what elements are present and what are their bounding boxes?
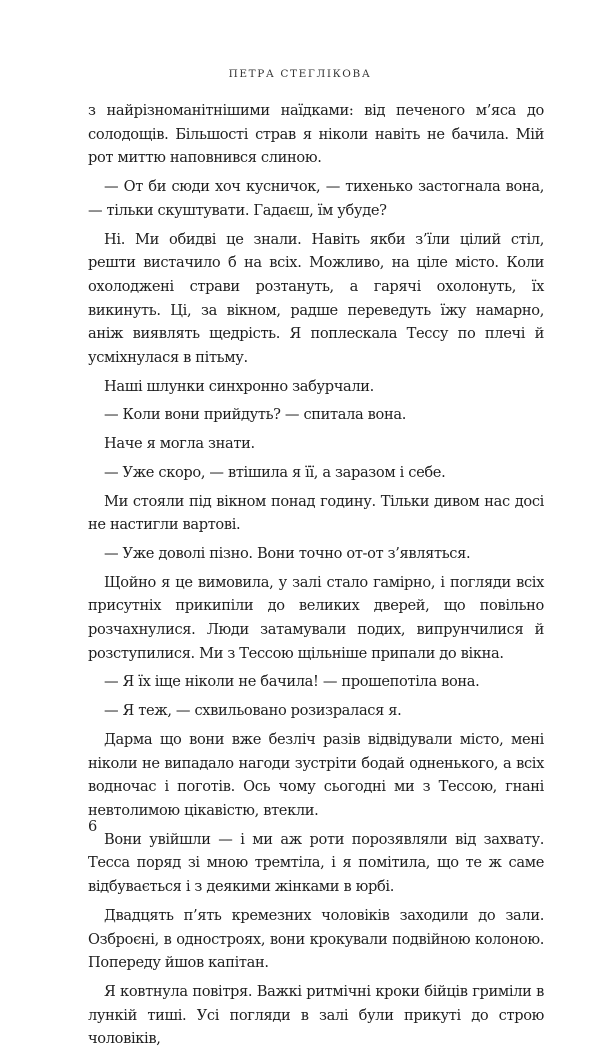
paragraph: з найрізноманітнішими наїдками: від печеного м’яса до солодощів. Більшості страв я ніколи навіть не бачила. Мій рот миттю наповнився слиною. bbox=[88, 102, 544, 167]
paragraph: — Уже скоро, — втішила я її, а заразом і себе. bbox=[104, 463, 446, 481]
paragraph: Наче я могла знати. bbox=[104, 435, 255, 453]
paragraph: — Уже доволі пізно. Вони точно от-от з’являться. bbox=[104, 544, 471, 562]
paragraph: Наші шлунки синхронно забурчали. bbox=[104, 377, 374, 395]
paragraph: Я ковтнула повітря. Важкі ритмічні кроки бійців гриміли в лункій тиші. Усі погляди в залі були прикуті до строю чоловіків, bbox=[88, 982, 544, 1048]
paragraph: Ні. Ми обидві це знали. Навіть якби з’їли цілий стіл, решти вистачило б на всіх. Можливо, на ціле місто. Коли охолоджені страви розтануть, а гарячі охолонуть, їх викинуть. Ці, за вікном, радше переведуть їжу намарно, аніж виявлять щедрість. Я поплескала Тессу по плечі й усміхнулася в пітьму. bbox=[88, 230, 544, 367]
paragraph: Ми стояли під вікном понад годину. Тільки дивом нас досі не настигли вартові. bbox=[88, 492, 544, 534]
paragraph: Дарма що вони вже безліч разів відвідували місто, мені ніколи не випадало нагоди зустріти бодай одненького, а всіх водночас і поготів. Ось чому сьогодні ми з Тессою, гнані невтолимою цікавістю, втекли. bbox=[88, 730, 544, 819]
running-head: ПЕТРА СТЕГЛІКОВА bbox=[228, 68, 372, 80]
page-number: 6 bbox=[88, 818, 98, 835]
paragraph: Вони увійшли — і ми аж роти порозявляли від захвату. Тесса поряд зі мною тремтіла, і я помітила, що те ж саме відбувається і з деякими жінками в юрбі. bbox=[88, 830, 544, 896]
paragraph: Двадцять п’ять кремезних чоловіків заходили до зали. Озброєні, в одностроях, вони крокували подвійною колоною. Попереду йшов капітан. bbox=[88, 906, 544, 972]
paragraph: — Я їх іще ніколи не бачила! — прошепотіла вона. bbox=[104, 673, 480, 691]
body-text bbox=[88, 99, 544, 1051]
paragraph: — От би сюди хоч кусничок, — тихенько застогнала вона, — тільки скуштувати. Гадаєш, їм убуде? bbox=[88, 178, 544, 219]
paragraph: Щойно я це вимовила, у залі стало гамірно, і погляди всіх присутніх прикипіли до великих дверей, що повільно розчахнулися. Люди затамували подих, випрунчилися й розступилися. Ми з Тессою щільніше припали до вікна. bbox=[88, 573, 544, 662]
paragraph: — Коли вони прийдуть? — спитала вона. bbox=[104, 406, 406, 424]
paragraph: — Я теж, — схвильовано розизралася я. bbox=[104, 702, 402, 720]
